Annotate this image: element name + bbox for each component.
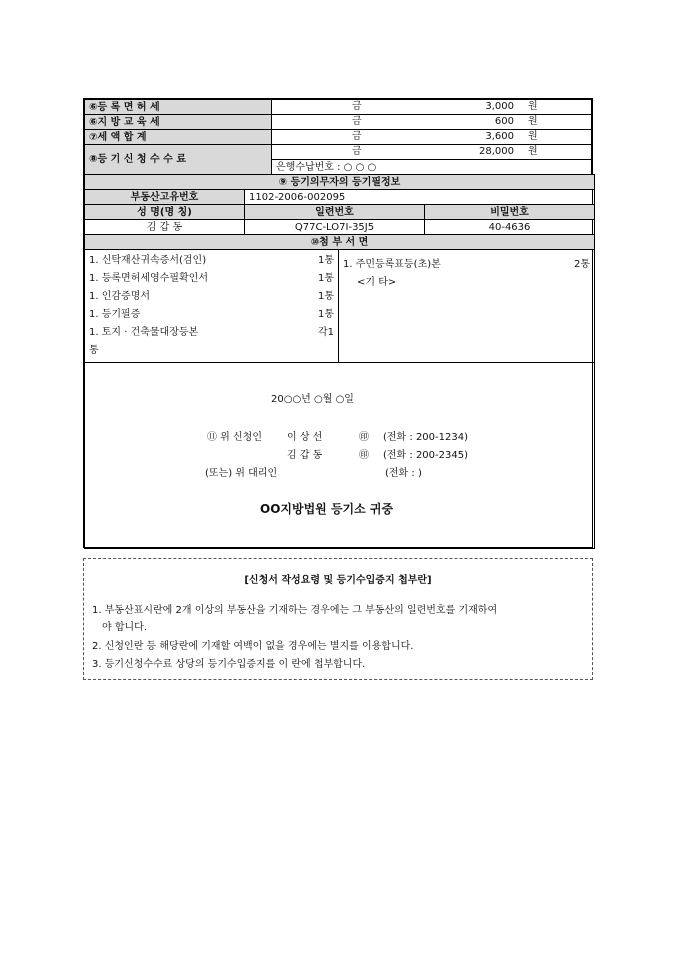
currency-label: 금 xyxy=(352,101,362,112)
fee-label: ⑦세 액 합 계 xyxy=(85,130,272,145)
list-item xyxy=(89,306,334,324)
court-addressee: OO지방법원 등기소 귀중 xyxy=(260,502,394,516)
fee-amount: 600 xyxy=(494,116,514,127)
attachments-right xyxy=(339,250,595,363)
list-item xyxy=(343,256,590,274)
name-value: 김 갑 동 xyxy=(85,220,245,235)
applicant-phone-2: (전화 : 200-2345) xyxy=(383,450,468,461)
document-count: 각1 xyxy=(317,327,334,338)
property-id-value: 1102-2006-002095 xyxy=(245,190,595,205)
currency-label: 금 xyxy=(352,131,362,142)
list-item-tail xyxy=(89,342,334,360)
registration-fee-amount: 28,000 xyxy=(479,146,514,157)
document-count: 1통 xyxy=(317,273,334,284)
document-name: 1. 토지 · 건축물대장등본 xyxy=(89,327,199,338)
unit-label: 원 xyxy=(528,146,538,157)
document-name: 1. 신탁재산귀속증서(검인) xyxy=(89,255,207,266)
fee-amount-cell xyxy=(272,115,592,130)
document-count: 1통 xyxy=(317,309,334,320)
document-name: 1. 등록면허세영수필확인서 xyxy=(89,273,208,284)
document-count: 2통 xyxy=(573,259,590,270)
applicant-label: ⑪ 위 신청인 xyxy=(207,432,262,443)
seal-mark-1: ㊞ xyxy=(359,432,369,443)
currency-label: 금 xyxy=(352,116,362,127)
fee-label: ⑥지 방 교 육 세 xyxy=(85,115,272,130)
name-header: 성 명(명 칭) xyxy=(85,205,245,220)
list-item xyxy=(89,270,334,288)
unit-label: 원 xyxy=(528,131,538,142)
fee-row xyxy=(85,115,592,130)
registration-fee-row xyxy=(85,145,592,160)
fee-amount-cell xyxy=(272,100,592,115)
document-count: 1통 xyxy=(317,291,334,302)
signature-section xyxy=(85,363,595,549)
list-item xyxy=(89,252,334,270)
seal-mark-2: ㊞ xyxy=(359,450,369,461)
instructions-box xyxy=(83,558,593,680)
application-form xyxy=(83,98,593,548)
applicant-name-2: 김 갑 동 xyxy=(287,450,323,461)
serial-value: Q77C-LO7I-35J5 xyxy=(245,220,425,235)
application-date: 20○○년 ○월 ○일 xyxy=(271,394,354,405)
fee-amount: 3,600 xyxy=(485,131,514,142)
password-value: 40-4636 xyxy=(425,220,595,235)
registration-fee-label: ⑧등 기 신 청 수 수 료 xyxy=(85,145,272,175)
document-name: 1. 주민등록표등(초)본 xyxy=(343,259,441,270)
document-count: 1통 xyxy=(317,255,334,266)
bank-receipt-number: 은행수납번호 : ○ ○ ○ xyxy=(272,160,592,175)
password-header: 비밀번호 xyxy=(425,205,595,220)
currency-label: 금 xyxy=(352,146,362,157)
instruction-item: 1. 부동산표시란에 2개 이상의 부동산을 기재하는 경우에는 그 부동산의 일련번호를 기재하여 xyxy=(92,605,498,616)
registration-info-table xyxy=(84,174,595,235)
fee-amount: 3,000 xyxy=(485,101,514,112)
property-id-label: 부동산고유번호 xyxy=(85,190,245,205)
instructions-title: [신청서 작성요령 및 등기수입증지 첩부란] xyxy=(244,575,432,586)
fee-amount-cell xyxy=(272,145,592,160)
agent-phone: (전화 : ) xyxy=(385,468,422,479)
instruction-item: 야 합니다. xyxy=(102,622,147,633)
document-name: 1. 인감증명서 xyxy=(89,291,151,302)
serial-header: 일련번호 xyxy=(245,205,425,220)
agent-label: (또는) 위 대리인 xyxy=(205,468,278,479)
fee-table xyxy=(84,99,592,175)
unit-label: 원 xyxy=(528,116,538,127)
fee-label: ⑥등 록 면 허 세 xyxy=(85,100,272,115)
unit-label: 원 xyxy=(528,101,538,112)
registration-info-title: ⑨ 등기의무자의 등기필정보 xyxy=(85,175,595,190)
attachments-table xyxy=(84,234,595,549)
document-name: 1. 등기필증 xyxy=(89,309,141,320)
attachments-left xyxy=(85,250,339,363)
fee-row xyxy=(85,100,592,115)
applicant-phone-1: (전화 : 200-1234) xyxy=(383,432,468,443)
attachments-title: ⑩첨 부 서 면 xyxy=(85,235,595,250)
applicant-name-1: 이 상 선 xyxy=(287,432,323,443)
document-count-tail: 통 xyxy=(89,345,99,356)
list-item xyxy=(89,324,334,342)
other-documents-label: <기 타> xyxy=(357,277,397,288)
list-item xyxy=(89,288,334,306)
fee-amount-cell xyxy=(272,130,592,145)
instruction-item: 2. 신청인란 등 해당란에 기재할 여백이 없을 경우에는 별지를 이용합니다. xyxy=(92,641,414,652)
fee-row xyxy=(85,130,592,145)
instruction-item: 3. 등기신청수수료 상당의 등기수입증지를 이 란에 첩부합니다. xyxy=(92,659,366,670)
